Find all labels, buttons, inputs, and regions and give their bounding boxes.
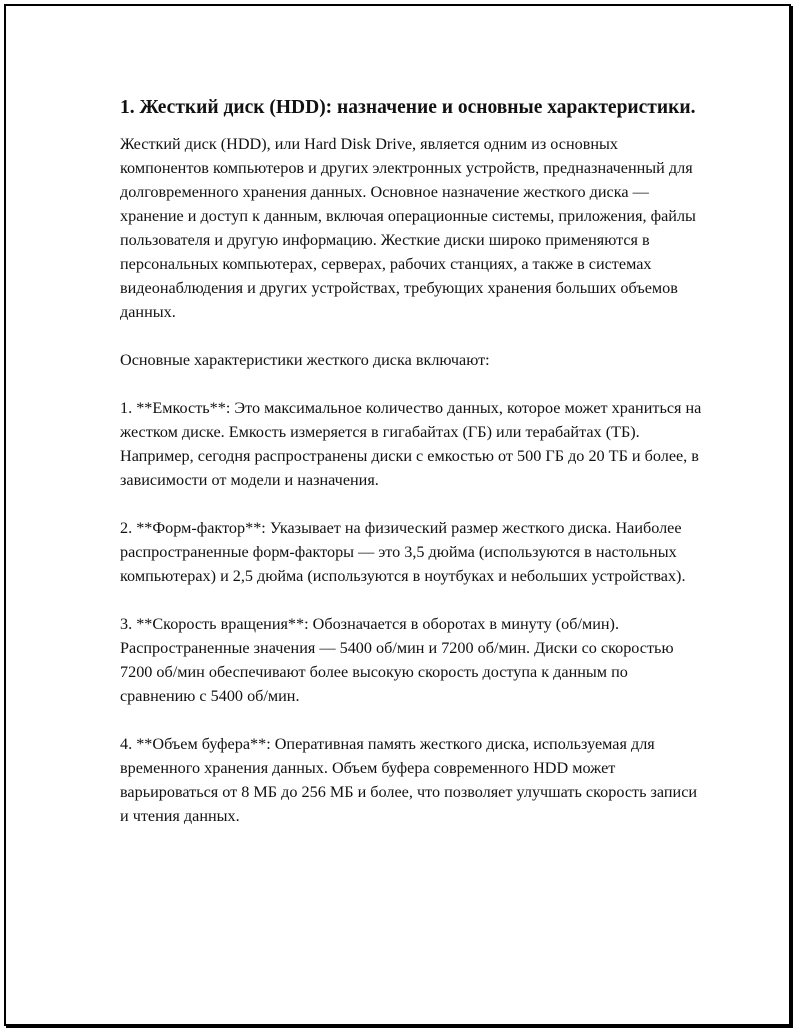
characteristics-intro: Основные характеристики жесткого диска включают: bbox=[120, 351, 490, 369]
document-title: 1. Жесткий диск (HDD): назначение и основные характеристики. bbox=[120, 97, 696, 118]
item-rotation-speed: 3. **Скорость вращения**: Обозначается в оборотах в минуту (об/мин). Распространенные значения — 5400 об/мин и 7200 об/мин. Диски со скоростью 7200 об/мин обеспечивают более высокую скорость доступа к данным по сравнению с 5400 об/мин. bbox=[120, 615, 674, 705]
item-buffer-size: 4. **Объем буфера**: Оперативная память жесткого диска, используемая для временного хранения данных. Объем буфера современного HDD может варьироваться от 8 МБ до 256 МБ и более, что позволяет улучшать скорость записи и чтения данных. bbox=[120, 735, 698, 825]
item-capacity: 1. **Емкость**: Это максимальное количество данных, которое может храниться на жестком диске. Емкость измеряется в гигабайтах (ГБ) или терабайтах (ТБ). Например, сегодня распространены диски с емкостью от 500 ГБ до 20 ТБ и более, в зависимости от модели и назначения. bbox=[120, 399, 702, 489]
intro-paragraph: Жесткий диск (HDD), или Hard Disk Drive, является одним из основных компонентов компьютеров и других электронных устройств, предназначенный для долговременного хранения данных. Основное назначение жесткого диска — хранение и доступ к данным, включая операционные системы, приложения, файлы пользователя и другую информацию. Жесткие диски широко применяются в персональных компьютерах, серверах, рабочих станциях, а также в системах видеонаблюдения и других устройствах, требующих хранения больших объемов данных. bbox=[120, 135, 696, 321]
document-page bbox=[4, 4, 791, 1026]
item-form-factor: 2. **Форм-фактор**: Указывает на физический размер жесткого диска. Наиболее распространенные форм-факторы — это 3,5 дюйма (используются в настольных компьютерах) и 2,5 дюйма (используются в ноутбуках и небольших устройствах). bbox=[120, 519, 686, 585]
document-content bbox=[120, 96, 705, 852]
